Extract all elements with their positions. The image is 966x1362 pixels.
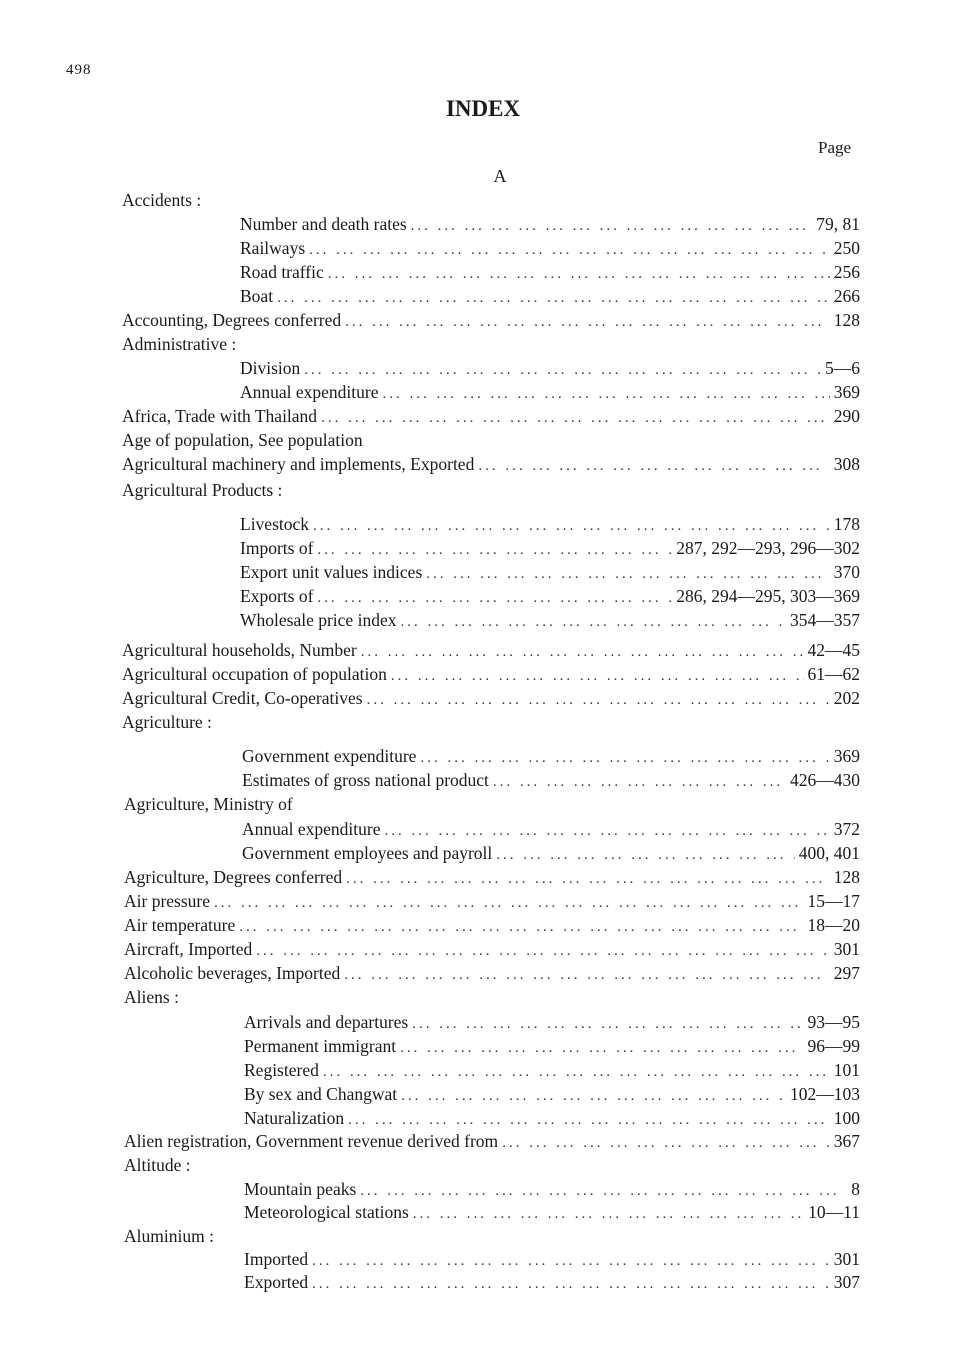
index-entry <box>122 662 860 686</box>
index-entry <box>124 937 860 961</box>
entry-text: Livestock <box>240 514 310 534</box>
leader-dots <box>277 286 830 310</box>
index-entry <box>244 1034 860 1058</box>
entry-text: Annual expenditure <box>242 819 381 839</box>
entry-text: Government expenditure <box>242 746 417 766</box>
leader-dots <box>400 610 786 634</box>
index-entry <box>124 889 860 913</box>
index-entry <box>124 1153 860 1177</box>
entry-page: 287, 292—293, 296—302 <box>676 538 860 558</box>
entry-text: Exports of <box>240 586 314 606</box>
entry-text: Africa, Trade with Thailand <box>122 406 318 426</box>
leader-dots <box>239 915 803 939</box>
index-entry <box>242 841 860 865</box>
index-entry <box>122 452 860 476</box>
leader-dots <box>496 843 794 867</box>
entry-text: Division <box>240 358 301 378</box>
index-entry <box>122 332 860 356</box>
section-letter: A <box>493 166 507 186</box>
leader-dots <box>317 586 672 610</box>
entry-page: 5—6 <box>825 358 860 378</box>
index-entry <box>124 1224 860 1248</box>
entry-page: 18—20 <box>807 915 860 935</box>
entry-text: Agriculture, Ministry of <box>124 794 293 814</box>
index-entry <box>240 536 860 560</box>
index-entry <box>124 913 860 937</box>
entry-page: 370 <box>833 562 860 582</box>
index-entry <box>122 686 860 710</box>
entry-page: 369 <box>833 382 860 402</box>
index-entry <box>124 1129 860 1153</box>
entry-text: Agriculture : <box>122 712 212 732</box>
index-entry <box>124 961 860 985</box>
leader-dots <box>391 664 804 688</box>
entry-text: By sex and Changwat <box>244 1084 398 1104</box>
entry-page: 100 <box>833 1108 860 1128</box>
entry-text: Boat <box>240 286 274 306</box>
entry-page: 96—99 <box>807 1036 860 1056</box>
index-entry <box>124 865 860 889</box>
entry-text: Alien registration, Government revenue derived from <box>124 1131 499 1151</box>
entry-page: 400, 401 <box>798 843 860 863</box>
entry-text: Naturalization <box>244 1108 345 1128</box>
entry-page: 354—357 <box>790 610 860 630</box>
entry-text: Imported <box>244 1249 309 1269</box>
index-entry <box>244 1177 860 1201</box>
leader-dots <box>385 819 830 843</box>
entry-page: 10—11 <box>808 1202 860 1222</box>
entry-text: Aircraft, Imported <box>124 939 253 959</box>
index-entry <box>240 584 860 608</box>
leader-dots <box>400 1036 803 1060</box>
leader-dots <box>313 514 830 538</box>
leader-dots <box>502 1131 830 1155</box>
entry-text: Exported <box>244 1272 309 1292</box>
entry-text: Agricultural households, Number <box>122 640 357 660</box>
page-number: 498 <box>66 62 92 78</box>
index-entry <box>124 792 860 816</box>
entry-text: Altitude : <box>124 1155 191 1175</box>
index-entry <box>124 985 860 1009</box>
entry-text: Wholesale price index <box>240 610 397 630</box>
index-entry <box>122 404 860 428</box>
page-column-label: Page <box>818 138 852 157</box>
leader-dots <box>420 746 829 770</box>
leader-dots <box>317 538 672 562</box>
index-entry <box>122 478 860 502</box>
entry-text: Aliens : <box>124 987 179 1007</box>
leader-dots <box>323 1060 830 1084</box>
entry-text: Meteorological stations <box>244 1202 409 1222</box>
index-entry <box>240 212 860 236</box>
entry-page: 202 <box>833 688 860 708</box>
leader-dots <box>312 1272 830 1296</box>
leader-dots <box>401 1084 786 1108</box>
index-entry <box>244 1200 860 1224</box>
entry-text: Railways <box>240 238 306 258</box>
entry-text: Mountain peaks <box>244 1179 357 1199</box>
entry-page: 301 <box>833 1249 860 1269</box>
index-entry <box>122 188 860 212</box>
entry-page: 8 <box>851 1179 860 1199</box>
index-entry <box>244 1082 860 1106</box>
entry-page: 426—430 <box>790 770 860 790</box>
leader-dots <box>328 262 830 286</box>
index-entry <box>240 608 860 632</box>
entry-page: 286, 294—295, 303—369 <box>676 586 860 606</box>
entry-page: 79, 81 <box>816 214 860 234</box>
entry-text: Air pressure <box>124 891 211 911</box>
page-title: INDEX <box>445 96 521 121</box>
leader-dots <box>411 214 813 238</box>
index-entry <box>244 1270 860 1294</box>
entry-text: Agricultural occupation of population <box>122 664 387 684</box>
leader-dots <box>321 406 830 430</box>
leader-dots <box>256 939 829 963</box>
entry-text: Agricultural Products : <box>122 480 283 500</box>
entry-page: 101 <box>833 1060 860 1080</box>
leader-dots <box>413 1202 804 1226</box>
entry-text: Imports of <box>240 538 314 558</box>
index-entry <box>244 1106 860 1130</box>
leader-dots <box>361 640 804 664</box>
entry-page: 128 <box>833 310 860 330</box>
index-entry <box>240 380 860 404</box>
entry-text: Age of population, See population <box>122 430 363 450</box>
entry-page: 307 <box>833 1272 860 1292</box>
entry-page: 256 <box>833 262 860 282</box>
entry-text: Agriculture, Degrees conferred <box>124 867 343 887</box>
leader-dots <box>304 358 821 382</box>
index-entry <box>240 512 860 536</box>
entry-text: Accounting, Degrees conferred <box>122 310 342 330</box>
index-entry <box>242 744 860 768</box>
index-entry <box>122 638 860 662</box>
entry-text: Accidents : <box>122 190 202 210</box>
entry-page: 290 <box>833 406 860 426</box>
entry-text: Registered <box>244 1060 319 1080</box>
entry-text: Alcoholic beverages, Imported <box>124 963 341 983</box>
entry-text: Agricultural machinery and implements, Exported <box>122 454 475 474</box>
index-entry <box>240 560 860 584</box>
entry-text: Aluminium : <box>124 1226 214 1246</box>
entry-page: 128 <box>833 867 860 887</box>
entry-page: 266 <box>833 286 860 306</box>
entry-page: 102—103 <box>790 1084 860 1104</box>
entry-page: 301 <box>833 939 860 959</box>
entry-text: Administrative : <box>122 334 237 354</box>
entry-text: Estimates of gross national product <box>242 770 489 790</box>
entry-page: 15—17 <box>807 891 860 911</box>
index-entry <box>122 710 860 734</box>
entry-text: Export unit values indices <box>240 562 423 582</box>
entry-page: 61—62 <box>807 664 860 684</box>
leader-dots <box>383 382 830 406</box>
entry-text: Government employees and payroll <box>242 843 493 863</box>
leader-dots <box>344 963 830 987</box>
leader-dots <box>345 310 830 334</box>
leader-dots <box>367 688 830 712</box>
entry-page: 42—45 <box>807 640 860 660</box>
leader-dots <box>412 1012 803 1036</box>
entry-page: 178 <box>833 514 860 534</box>
entry-text: Agricultural Credit, Co-operatives <box>122 688 363 708</box>
leader-dots <box>478 454 829 478</box>
leader-dots <box>493 770 786 794</box>
leader-dots <box>426 562 829 586</box>
index-entry <box>122 308 860 332</box>
entry-page: 297 <box>833 963 860 983</box>
index-entry <box>240 356 860 380</box>
index-entry <box>242 768 860 792</box>
entry-text: Number and death rates <box>240 214 407 234</box>
index-entry <box>240 236 860 260</box>
entry-page: 93—95 <box>807 1012 860 1032</box>
index-entry <box>240 284 860 308</box>
entry-text: Air temperature <box>124 915 236 935</box>
entry-text: Permanent immigrant <box>244 1036 397 1056</box>
index-entry <box>122 428 860 452</box>
entry-text: Arrivals and departures <box>244 1012 409 1032</box>
entry-page: 308 <box>833 454 860 474</box>
entry-page: 250 <box>833 238 860 258</box>
entry-page: 369 <box>833 746 860 766</box>
index-entry <box>240 260 860 284</box>
index-entry <box>244 1058 860 1082</box>
leader-dots <box>346 867 830 891</box>
index-entry <box>244 1247 860 1271</box>
entry-page: 367 <box>833 1131 860 1151</box>
index-entry <box>244 1010 860 1034</box>
entry-page: 372 <box>833 819 860 839</box>
index-entry <box>242 817 860 841</box>
entry-text: Annual expenditure <box>240 382 379 402</box>
leader-dots <box>309 238 830 262</box>
entry-text: Road traffic <box>240 262 324 282</box>
leader-dots <box>214 891 803 915</box>
